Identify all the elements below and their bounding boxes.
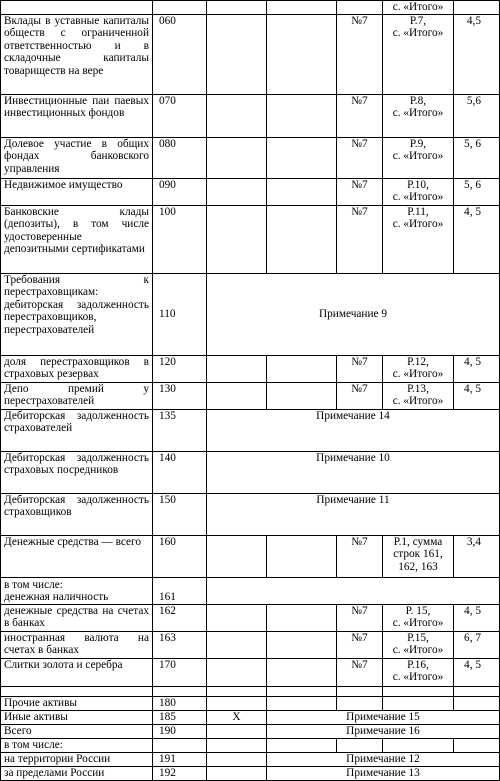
row-label: денежные средства на счетах в банках	[1, 604, 153, 631]
form-cell: №7	[337, 94, 383, 137]
ref-cell: Р.15, с. «Итого»	[383, 631, 454, 658]
row-code: 135	[153, 409, 207, 451]
form-cell: №7	[337, 631, 383, 658]
row-label: за пределами России	[1, 766, 153, 780]
form-cell: №7	[337, 604, 383, 631]
row-code: 160	[153, 535, 207, 577]
cols-cell: 4, 5	[454, 355, 500, 382]
row-code: 130	[153, 382, 207, 409]
table-row	[1, 577, 500, 604]
row-label: на территории России	[1, 752, 153, 766]
table-row	[1, 724, 500, 738]
table-row	[1, 14, 500, 94]
row-label: Депо премий у перестрахователей	[1, 382, 153, 409]
table-row	[1, 409, 500, 451]
cols-cell: 5, 6	[454, 178, 500, 205]
table-row	[1, 94, 500, 137]
note-cell: Примечание 14	[207, 409, 500, 451]
row-label: иностранная валюта на счетах в банках	[1, 631, 153, 658]
row-code: 120	[153, 355, 207, 382]
row-label: в том числе:	[1, 738, 153, 752]
table-row	[1, 355, 500, 382]
note-cell: Примечание 11	[207, 493, 500, 535]
table-row	[1, 1, 500, 15]
cols-cell: 4,5	[454, 14, 500, 94]
note-cell: Примечание 15	[267, 710, 500, 724]
row-label: Дебиторская задолженность страхователей	[1, 409, 153, 451]
row-code: 191	[153, 752, 207, 766]
row-code: 140	[153, 451, 207, 493]
row-label: Прочие активы	[1, 696, 153, 710]
row-label: Всего	[1, 724, 153, 738]
row-label: Инвестиционные паи паевых инвестиционных фондов	[1, 94, 153, 137]
ref-cell: Р.16, с. «Итого»	[383, 658, 454, 686]
cols-cell: 3,4	[454, 535, 500, 577]
ref-cell: Р.1, сумма строк 161, 162, 163	[383, 535, 454, 577]
row-label: в том числе: денежная наличность	[1, 577, 153, 604]
row-code: 180	[153, 696, 207, 710]
row-code: 192	[153, 766, 207, 780]
cols-cell: 4, 5	[454, 604, 500, 631]
cols-cell: 4, 5	[454, 658, 500, 686]
row-code: 070	[153, 94, 207, 137]
ref-cell: Р. 15, с. «Итого»	[383, 604, 454, 631]
ref-cell: Р.13, с. «Итого»	[383, 382, 454, 409]
form-cell: №7	[337, 382, 383, 409]
ref-cell: Р.7, с. «Итого»	[383, 14, 454, 94]
row-code: 170	[153, 658, 207, 686]
row-code: 110	[153, 273, 207, 355]
mark-cell: Х	[207, 710, 267, 724]
form-cell: №7	[337, 535, 383, 577]
form-cell: №7	[337, 178, 383, 205]
ref-cell: Р.11, с. «Итого»	[383, 205, 454, 273]
table-row	[1, 738, 500, 752]
table-row	[1, 710, 500, 724]
cols-cell: 5,6	[454, 94, 500, 137]
form-cell: №7	[337, 355, 383, 382]
ref-cell: Р.12, с. «Итого»	[383, 355, 454, 382]
row-label: Дебиторская задолженность страховых посредников	[1, 451, 153, 493]
table-row	[1, 205, 500, 273]
row-label: Денежные средства — всего	[1, 535, 153, 577]
ref-cell: Р.10, с. «Итого»	[383, 178, 454, 205]
table-row	[1, 631, 500, 658]
row-code: 060	[153, 14, 207, 94]
row-label: Банковские клады (депозиты), в том числе удостоверенные депозитными сертификатами	[1, 205, 153, 273]
table-row	[1, 752, 500, 766]
table-row	[1, 535, 500, 577]
table-row	[1, 137, 500, 178]
table-row	[1, 178, 500, 205]
ref-cell: Р.8, с. «Итого»	[383, 94, 454, 137]
row-code: 161	[153, 577, 207, 604]
row-code: 100	[153, 205, 207, 273]
ref-cell: с. «Итого»	[383, 1, 454, 15]
row-code: 080	[153, 137, 207, 178]
row-code: 090	[153, 178, 207, 205]
cols-cell: 5, 6	[454, 137, 500, 178]
row-label: Недвижимое имущество	[1, 178, 153, 205]
cols-cell: 4, 5	[454, 382, 500, 409]
form-cell: №7	[337, 137, 383, 178]
cols-cell: 4, 5	[454, 205, 500, 273]
ref-cell: Р.9, с. «Итого»	[383, 137, 454, 178]
row-label: Долевое участие в общих фондах банковского управления	[1, 137, 153, 178]
row-code: 190	[153, 724, 207, 738]
table-row	[1, 493, 500, 535]
note-cell: Примечание 9	[207, 273, 500, 355]
row-code: 150	[153, 493, 207, 535]
note-cell: Примечание 12	[267, 752, 500, 766]
row-label: Вклады в уставные капиталы обществ с ограниченной ответственностью и в складочные капиталы товариществ на вере	[1, 14, 153, 94]
row-code: 162	[153, 604, 207, 631]
table-row	[1, 696, 500, 710]
table-row	[1, 686, 500, 696]
form-cell: №7	[337, 658, 383, 686]
row-code: 163	[153, 631, 207, 658]
row-label: Иные активы	[1, 710, 153, 724]
form-cell: №7	[337, 205, 383, 273]
table-row	[1, 382, 500, 409]
row-code	[153, 738, 207, 752]
row-label: доля перестраховщиков в страховых резервах	[1, 355, 153, 382]
form-cell: №7	[337, 14, 383, 94]
cols-cell: 6, 7	[454, 631, 500, 658]
note-cell: Примечание 10	[207, 451, 500, 493]
row-label: Дебиторская задолженность страховщиков	[1, 493, 153, 535]
row-label: Требования к перестраховщикам: дебиторская задолженность перестраховщиков, перестрахователей	[1, 273, 153, 355]
table-row	[1, 604, 500, 631]
note-cell: Примечание 16	[267, 724, 500, 738]
row-label: Слитки золота и серебра	[1, 658, 153, 686]
table-row	[1, 658, 500, 686]
row-code: 185	[153, 710, 207, 724]
table-row	[1, 766, 500, 780]
note-cell: Примечание 13	[267, 766, 500, 780]
table-row	[1, 273, 500, 355]
table-row	[1, 451, 500, 493]
